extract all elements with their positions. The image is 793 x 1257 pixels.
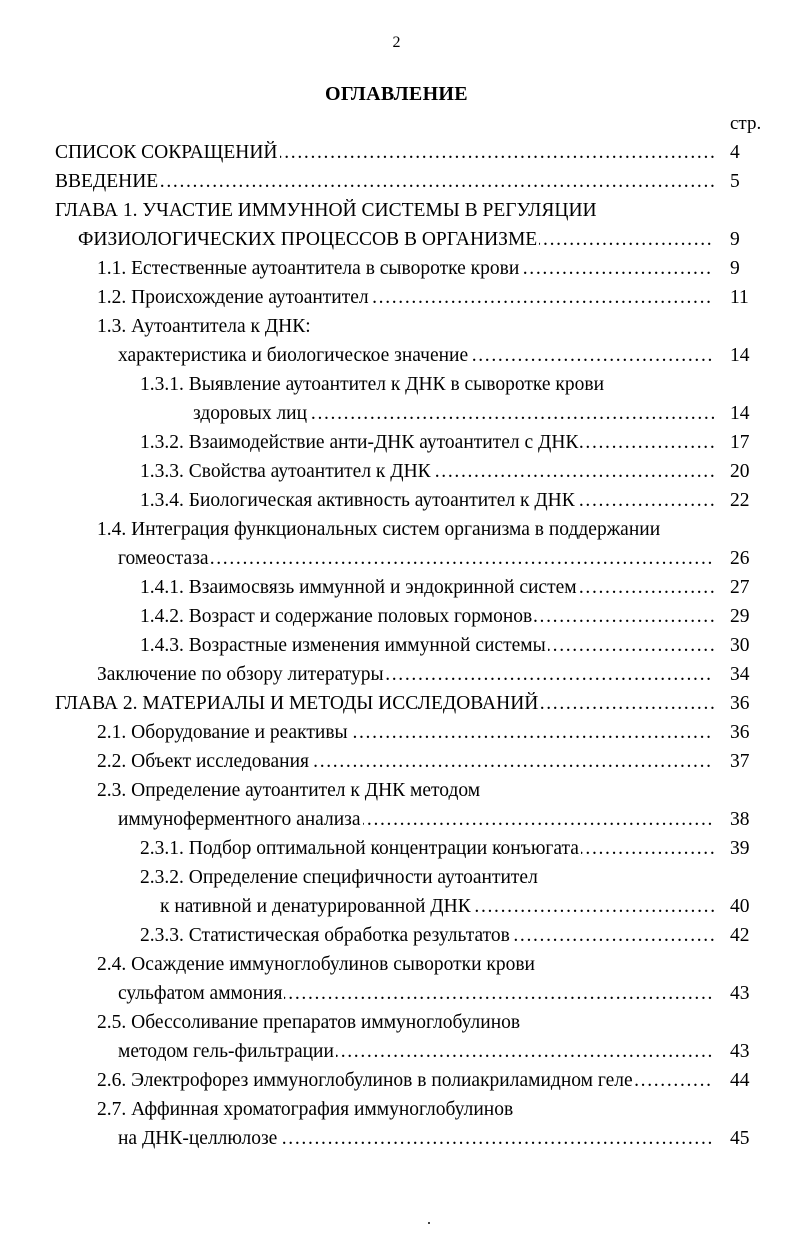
toc-entry[interactable] bbox=[97, 750, 714, 774]
toc-entry-text: СПИСОК СОКРАЩЕНИЙ bbox=[55, 142, 278, 163]
toc-entry-text: к нативной и денатурированной ДНК bbox=[160, 896, 471, 917]
toc-entry[interactable] bbox=[193, 402, 714, 426]
toc-entry-text: на ДНК-целлюлозе bbox=[118, 1128, 278, 1149]
toc-page-number: 36 bbox=[730, 693, 750, 714]
toc-entry-text: ВВЕДЕНИЕ bbox=[55, 171, 159, 192]
toc-entry[interactable] bbox=[118, 982, 714, 1006]
toc-page-number: 26 bbox=[730, 548, 750, 569]
toc-entry-text: 2.4. Осаждение иммуноглобулинов сыворотки крови bbox=[97, 954, 535, 975]
toc-entry[interactable] bbox=[140, 431, 714, 455]
toc-entry-text: 1.3.1. Выявление аутоантител к ДНК в сыворотке крови bbox=[140, 374, 605, 395]
toc-entry-text: 1.4.3. Возрастные изменения иммунной системы bbox=[140, 635, 546, 656]
toc-page-number: 5 bbox=[730, 171, 740, 192]
toc-entry-text: 2.7. Аффинная хроматография иммуноглобулинов bbox=[97, 1099, 514, 1120]
toc-entry[interactable] bbox=[140, 576, 714, 600]
toc-title: ОГЛАВЛЕНИЕ bbox=[325, 83, 468, 105]
toc-entry[interactable] bbox=[140, 605, 714, 629]
toc-page-number: 44 bbox=[730, 1070, 750, 1091]
toc-entry-text: 1.4.2. Возраст и содержание половых гормонов bbox=[140, 606, 533, 627]
toc-entry-text: 1.3.2. Взаимодействие анти-ДНК аутоантител с ДНК bbox=[140, 432, 579, 453]
toc-entry-text: 1.3. Аутоантитела к ДНК: bbox=[97, 316, 311, 337]
toc-entry-text: здоровых лиц bbox=[193, 403, 308, 424]
toc-entry-text: методом гель-фильтрации bbox=[118, 1041, 334, 1062]
toc-page-number: 9 bbox=[730, 229, 740, 250]
toc-entry[interactable] bbox=[118, 344, 714, 368]
page-column-header: стр. bbox=[730, 113, 762, 134]
toc-page-number: 9 bbox=[730, 258, 740, 279]
toc-entry-text: Заключение по обзору литературы bbox=[97, 664, 384, 685]
toc-entry-text: 1.3.4. Биологическая активность аутоантител к ДНК bbox=[140, 490, 575, 511]
toc-page-number: 37 bbox=[730, 751, 750, 772]
toc-entry[interactable] bbox=[97, 663, 714, 687]
toc-entry-text: характеристика и биологическое значение bbox=[118, 345, 469, 366]
toc-entry-text: 1.1. Естественные аутоантитела в сыворотке крови bbox=[97, 258, 520, 279]
toc-entry[interactable] bbox=[55, 141, 714, 165]
toc-entry[interactable] bbox=[118, 547, 714, 571]
toc-page-number: 39 bbox=[730, 838, 750, 859]
toc-entry[interactable] bbox=[55, 170, 714, 194]
toc-entry-text: 1.3.3. Свойства аутоантител к ДНК bbox=[140, 461, 431, 482]
toc-page-number: 14 bbox=[730, 403, 750, 424]
toc-entry-text: 2.2. Объект исследования bbox=[97, 751, 309, 772]
toc-page-number: 27 bbox=[730, 577, 750, 598]
toc-entry-text: 2.6. Электрофорез иммуноглобулинов в полиакриламидном геле bbox=[97, 1070, 633, 1091]
toc-page-number: 11 bbox=[730, 287, 749, 308]
toc-page-number: 43 bbox=[730, 1041, 750, 1062]
toc-page-number: 20 bbox=[730, 461, 750, 482]
toc-entry-text: ГЛАВА 1. УЧАСТИЕ ИММУННОЙ СИСТЕМЫ В РЕГУЛЯЦИИ bbox=[55, 200, 597, 221]
toc-entry[interactable] bbox=[140, 634, 714, 658]
toc-entry-text: 2.3.3. Статистическая обработка результатов bbox=[140, 925, 510, 946]
toc-entry-text: 1.2. Происхождение аутоантител bbox=[97, 287, 369, 308]
toc-entry[interactable] bbox=[97, 721, 714, 745]
toc-page-number: 30 bbox=[730, 635, 750, 656]
toc-entry[interactable] bbox=[118, 1127, 714, 1151]
toc-entry[interactable] bbox=[140, 460, 714, 484]
toc-entry-text: 2.3.2. Определение специфичности аутоантител bbox=[140, 867, 538, 888]
toc-page-number: 42 bbox=[730, 925, 750, 946]
toc-entry[interactable] bbox=[78, 228, 714, 252]
toc-entry-text: 2.3.1. Подбор оптимальной концентрации конъюгата bbox=[140, 838, 579, 859]
toc-entry-text: 2.3. Определение аутоантител к ДНК методом bbox=[97, 780, 481, 801]
toc-page-number: 22 bbox=[730, 490, 750, 511]
toc-entry[interactable] bbox=[55, 692, 714, 716]
toc-entry[interactable] bbox=[97, 1069, 714, 1093]
toc-entry-text: 2.1. Оборудование и реактивы bbox=[97, 722, 348, 743]
toc-entry[interactable] bbox=[97, 257, 714, 281]
toc-entry[interactable] bbox=[140, 837, 714, 861]
toc-entry[interactable] bbox=[118, 808, 714, 832]
toc-page-number: 29 bbox=[730, 606, 750, 627]
toc-page-number: 36 bbox=[730, 722, 750, 743]
toc-page-number: 38 bbox=[730, 809, 750, 830]
toc-entry[interactable] bbox=[140, 489, 714, 513]
toc-entry[interactable] bbox=[97, 286, 714, 310]
toc-entry[interactable] bbox=[160, 895, 714, 919]
toc-page-number: 4 bbox=[730, 142, 740, 163]
toc-page-number: 45 bbox=[730, 1128, 750, 1149]
toc-page-number: 17 bbox=[730, 432, 750, 453]
toc-page-number: 34 bbox=[730, 664, 750, 685]
toc-entry-text: ФИЗИОЛОГИЧЕСКИХ ПРОЦЕССОВ В ОРГАНИЗМЕ bbox=[78, 229, 538, 250]
toc-entry[interactable] bbox=[118, 1040, 714, 1064]
toc-entry-text: 1.4.1. Взаимосвязь иммунной и эндокринной систем bbox=[140, 577, 577, 598]
toc-entry-text: 2.5. Обессоливание препаратов иммуноглобулинов bbox=[97, 1012, 521, 1033]
toc-entry-text: ГЛАВА 2. МАТЕРИАЛЫ И МЕТОДЫ ИССЛЕДОВАНИЙ bbox=[55, 693, 539, 714]
scan-mark bbox=[428, 1222, 430, 1224]
toc-entry-text: сульфатом аммония bbox=[118, 983, 283, 1004]
toc-page-number: 43 bbox=[730, 983, 750, 1004]
toc-page-number: 14 bbox=[730, 345, 750, 366]
toc-entry-text: гомеостаза bbox=[118, 548, 209, 569]
toc-entry-text: иммуноферментного анализа bbox=[118, 809, 361, 830]
toc-page-number: 40 bbox=[730, 896, 750, 917]
toc-entry[interactable] bbox=[140, 924, 714, 948]
page-number: 2 bbox=[392, 34, 401, 51]
toc-entry-text: 1.4. Интеграция функциональных систем организма в поддержании bbox=[97, 519, 661, 540]
